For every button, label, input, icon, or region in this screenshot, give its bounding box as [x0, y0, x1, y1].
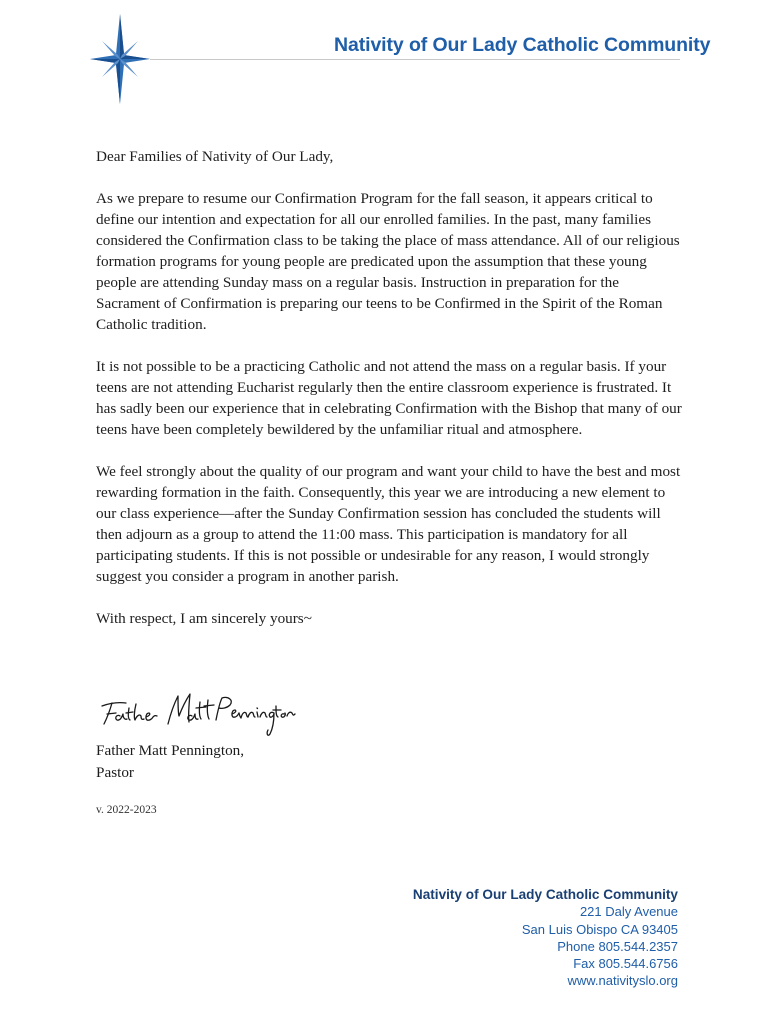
footer-website-link[interactable]: www.nativityslo.org: [567, 973, 678, 989]
signer-role: Pastor: [96, 764, 134, 781]
paragraph-1: As we prepare to resume our Confirmation Program for the fall season, it appears critical to define our intention and expectation for all our enrolled families. In the past, many families considered the Confirmation class to be taking the place of mass attendance. All of our religious formation programs for young people are predicated upon the assumption that these young people are attending Sunday mass on a regular basis. Instruction in preparation for the Sacrament of Confirmation is preparing our teens to be Confirmed in the Spirit of the Roman Catholic tradition.: [96, 190, 680, 333]
closing-line: With respect, I am sincerely yours~: [96, 610, 312, 627]
footer-address: 221 Daly Avenue: [579, 904, 678, 920]
header-divider: [150, 59, 680, 60]
footer-fax: Fax 805.544.6756: [573, 956, 678, 972]
paragraph-3: We feel strongly about the quality of our program and want your child to have the best and most rewarding formation in the faith. Consequently, this year we are introducing a new element to our class experience—after the Sunday Confirmation session has concluded the students will then adjourn as a group to attend the 11:00 mass. This participation is mandatory for all participating students. If this is not possible or undesirable for any reason, I would strongly suggest you consider a program in another parish.: [96, 463, 681, 585]
signer-name: Father Matt Pennington,: [96, 742, 245, 759]
letter-body: [96, 146, 686, 629]
footer-org-name: Nativity of Our Lady Catholic Community: [412, 887, 678, 902]
paragraph-2: It is not possible to be a practicing Catholic and not attend the mass on a regular basis. If your teens are not attending Eucharist regularly then the entire classroom experience is frustrated. It has sadly been our experience that in celebrating Confirmation with the Bishop that many of our teens have been completely bewildered by the unfamiliar ritual and atmosphere.: [96, 358, 682, 438]
handwritten-signature: [96, 686, 296, 738]
compass-star-logo: [88, 14, 152, 104]
footer-city: San Luis Obispo CA 93405: [521, 921, 678, 937]
salutation: Dear Families of Nativity of Our Lady,: [96, 148, 334, 165]
footer-contact: [413, 886, 678, 990]
version-label: v. 2022-2023: [96, 804, 157, 816]
header-org-title: Nativity of Our Lady Catholic Community: [334, 34, 711, 56]
footer-phone: Phone 805.544.2357: [557, 938, 678, 954]
